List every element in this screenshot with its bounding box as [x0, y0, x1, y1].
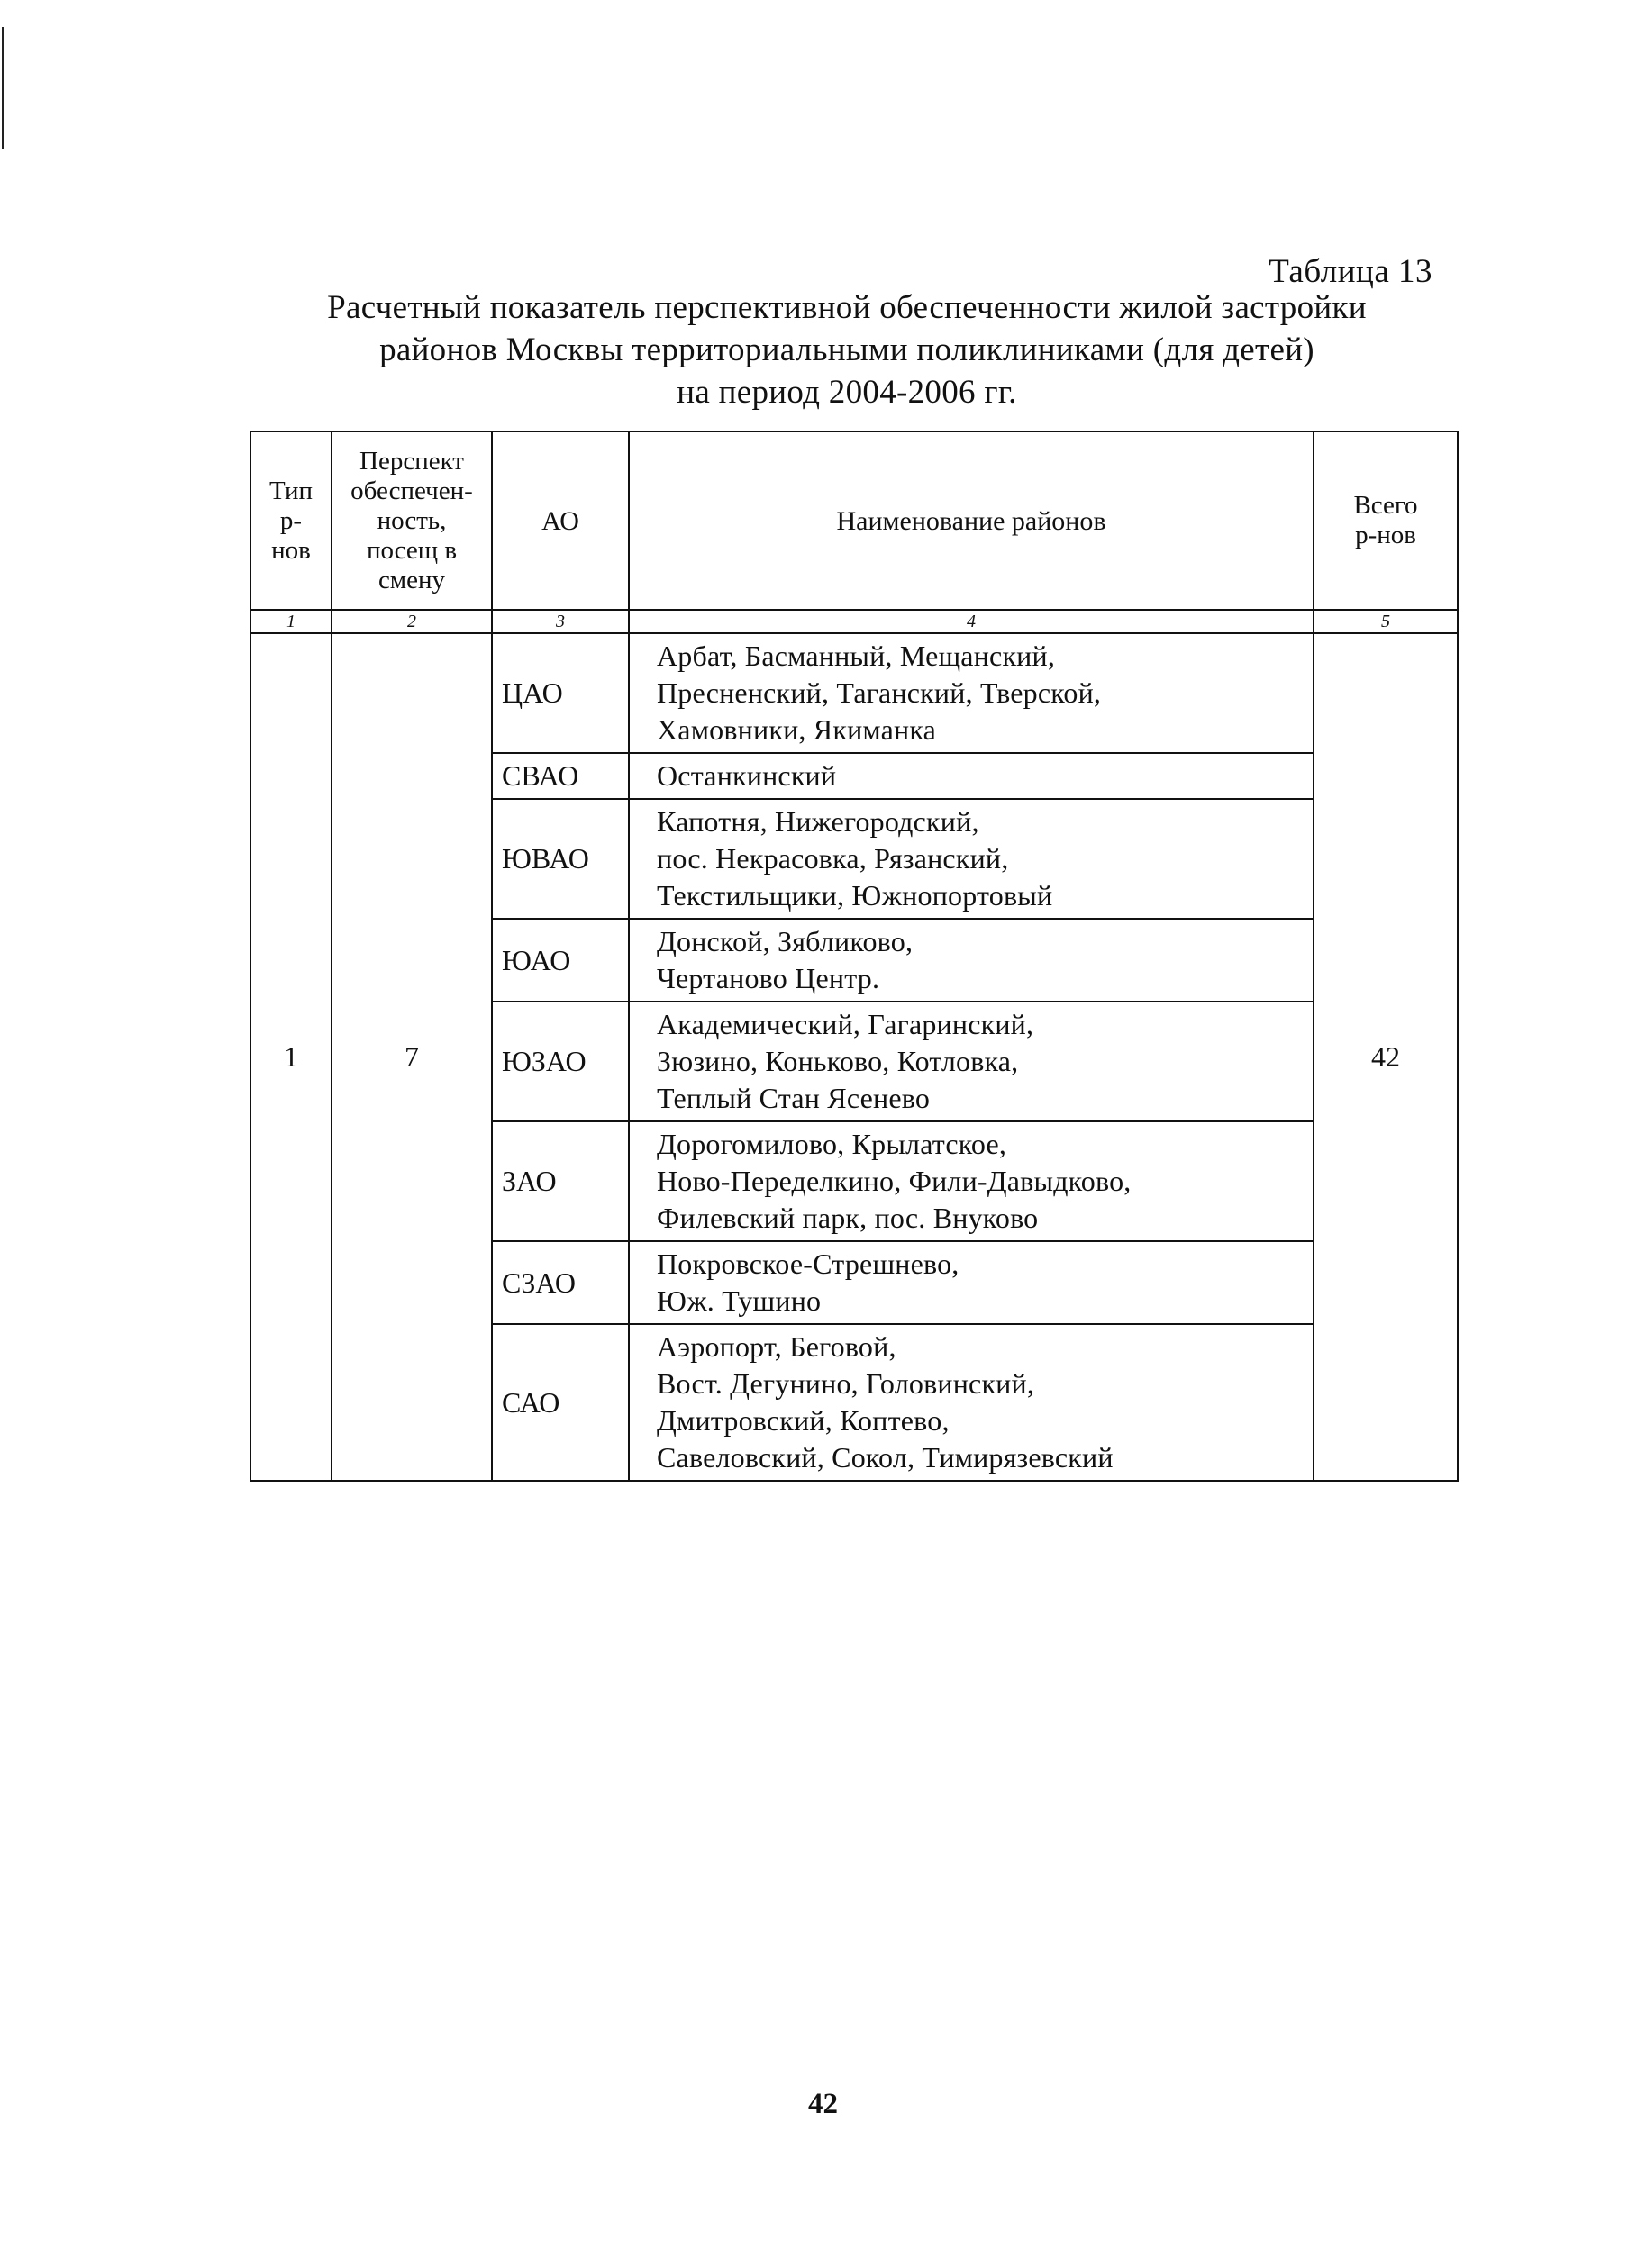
provision-value-cell: 7 [332, 633, 492, 1481]
header-districts: Наименование районов [629, 431, 1314, 610]
districts-cell: Академический, Гагаринский, Зюзино, Коньково, Котловка, Теплый Стан Ясенево [629, 1002, 1314, 1121]
column-number: 3 [492, 610, 629, 633]
districts-cell: Арбат, Басманный, Мещанский, Пресненский, Таганский, Тверской, Хамовники, Якиманка [629, 633, 1314, 753]
ao-cell: СВАО [492, 753, 629, 799]
header-type: Тип р- нов [250, 431, 332, 610]
column-number: 2 [332, 610, 492, 633]
districts-cell: Аэропорт, Беговой, Вост. Дегунино, Головинский, Дмитровский, Коптево, Савеловский, Сокол, Тимирязевский [629, 1324, 1314, 1481]
districts-cell: Покровское-Стрешнево, Юж. Тушино [629, 1241, 1314, 1324]
column-number: 5 [1314, 610, 1458, 633]
title-line: Расчетный показатель перспективной обеспеченности жилой застройки [327, 289, 1367, 326]
header-provision: Перспект обеспечен- ность, посещ в смену [332, 431, 492, 610]
scan-edge-mark [2, 113, 4, 149]
total-districts-cell: 42 [1314, 633, 1458, 1481]
page-number: 42 [808, 2088, 838, 2120]
column-number: 4 [629, 610, 1314, 633]
table-row [250, 633, 1458, 753]
ao-cell: ЮЗАО [492, 1002, 629, 1121]
provision-table [250, 431, 1459, 1482]
table-title [225, 286, 1469, 413]
ao-cell: ЗАО [492, 1121, 629, 1241]
districts-cell: Останкинский [629, 753, 1314, 799]
title-line: районов Москвы территориальными поликлиниками (для детей) [379, 331, 1314, 368]
ao-cell: ЮВАО [492, 799, 629, 919]
ao-cell: СЗАО [492, 1241, 629, 1324]
ao-cell: САО [492, 1324, 629, 1481]
districts-cell: Донской, Зябликово, Чертаново Центр. [629, 919, 1314, 1002]
ao-cell: ЦАО [492, 633, 629, 753]
column-number-row [250, 610, 1458, 633]
district-type-cell: 1 [250, 633, 332, 1481]
title-line: на период 2004-2006 гг. [677, 374, 1017, 411]
header-row [250, 431, 1458, 610]
header-total: Всего р-нов [1314, 431, 1458, 610]
header-ao: АО [492, 431, 629, 610]
districts-cell: Капотня, Нижегородский, пос. Некрасовка, Рязанский, Текстильщики, Южнопортовый [629, 799, 1314, 919]
table-label: Таблица 13 [1269, 253, 1432, 290]
districts-cell: Дорогомилово, Крылатское, Ново-Переделкино, Фили-Давыдково, Филевский парк, пос. Внуково [629, 1121, 1314, 1241]
column-number: 1 [250, 610, 332, 633]
ao-cell: ЮАО [492, 919, 629, 1002]
